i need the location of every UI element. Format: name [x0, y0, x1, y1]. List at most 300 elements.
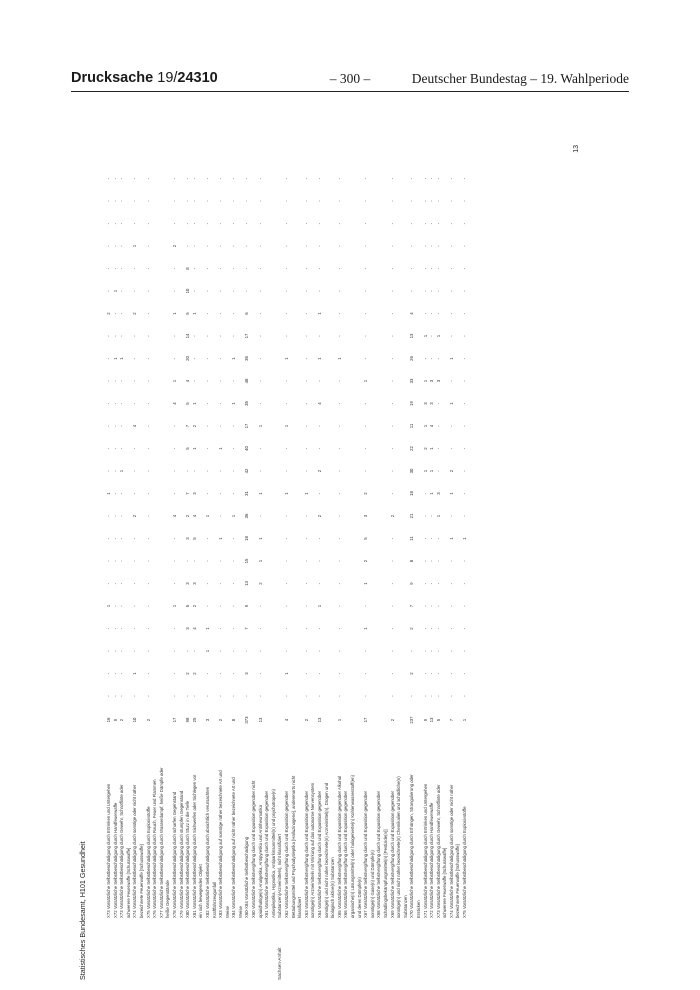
- table-cell: 1: [204, 514, 210, 518]
- table-cell: 2: [132, 312, 138, 315]
- table-row: [297, 178, 304, 918]
- table-cell: -: [218, 695, 224, 697]
- table-cell: -: [218, 177, 224, 180]
- table-cell: -: [191, 222, 197, 225]
- row-label: bezeichnete Feuerwaffe [Schusswaffe]: [138, 844, 144, 918]
- table-cell: 22: [409, 446, 415, 451]
- table-cell: 1: [422, 469, 428, 473]
- table-row: [462, 178, 469, 918]
- table-cell: -: [336, 582, 342, 585]
- table-cell: -: [462, 492, 468, 495]
- row-label: X70 Vorsätzliche Selbstbeschädigung durch Erhängen, Strangulierung oder: [409, 774, 415, 918]
- table-cell: 10: [185, 288, 191, 294]
- table-cell: -: [106, 672, 111, 675]
- table-cell: -: [462, 357, 468, 360]
- table-cell: 1: [112, 357, 118, 360]
- table-cell: 3: [429, 402, 435, 405]
- table-cell: -: [204, 447, 210, 450]
- table-cell: -: [218, 402, 224, 405]
- table-cell: 1: [363, 582, 369, 585]
- table-cell: -: [119, 222, 125, 225]
- table-cell: -: [363, 290, 369, 292]
- table-cell: -: [171, 492, 177, 495]
- row-label: X73 Vorsätzliche Selbstbeschädigung durch Gewehr, Schrotflinte oder: [435, 784, 441, 918]
- table-cell: 36: [244, 513, 250, 519]
- table-cell: -: [317, 627, 322, 630]
- table-cell: -: [185, 560, 191, 562]
- table-row: [244, 178, 251, 918]
- table-row: [324, 178, 331, 918]
- table-cell: -: [422, 560, 428, 562]
- table-cell: 26: [409, 356, 415, 361]
- table-cell: 4: [171, 402, 177, 405]
- table-cell: -: [106, 650, 111, 652]
- table-cell: 1: [317, 604, 322, 608]
- table-cell: -: [429, 267, 435, 270]
- table-cell: -: [171, 627, 177, 630]
- table-cell: -: [106, 560, 111, 562]
- table-cell: 1: [191, 312, 197, 315]
- row-label: X76 Vorsätzliche Selbstbeschädigung durch Rauch, Feuer und Flammen: [152, 779, 158, 918]
- table-cell: 1: [284, 672, 290, 675]
- table-cell: 40: [244, 446, 250, 451]
- table-cell: -: [422, 650, 428, 652]
- table-cell: -: [435, 560, 441, 562]
- row-label: X65 Vorsätzliche Selbstvergiftung durch und Exposition gegenüber Alkohol: [336, 775, 342, 918]
- table-cell: 18: [409, 491, 415, 496]
- table-cell: -: [336, 605, 342, 607]
- table-cell: -: [409, 200, 415, 202]
- table-row: [376, 178, 383, 918]
- table-cell: -: [389, 200, 395, 202]
- table-cell: -: [106, 222, 111, 225]
- table-cell: -: [257, 515, 263, 517]
- table-cell: -: [317, 200, 322, 202]
- table-cell: -: [218, 335, 224, 337]
- table-cell: -: [244, 222, 250, 225]
- row-total: 13: [257, 717, 263, 723]
- table-cell: -: [112, 470, 118, 472]
- table-cell: -: [389, 672, 395, 675]
- table-cell: -: [462, 672, 468, 675]
- table-cell: -: [132, 560, 138, 562]
- table-cell: -: [119, 560, 125, 562]
- table-cell: -: [106, 695, 111, 697]
- table-cell: -: [336, 312, 342, 315]
- table-row: [409, 178, 416, 918]
- table-row: [390, 178, 397, 918]
- table-cell: 5: [185, 447, 191, 450]
- table-cell: -: [145, 177, 151, 180]
- table-cell: -: [112, 515, 118, 517]
- table-cell: -: [106, 582, 111, 585]
- table-cell: 2: [363, 559, 369, 563]
- table-row: [198, 178, 205, 918]
- table-cell: -: [145, 267, 151, 270]
- table-cell: -: [218, 605, 224, 607]
- row-label: bezeichnete Feuerwaffe [Schusswaffe]: [455, 844, 461, 918]
- table-cell: -: [231, 267, 237, 270]
- row-label: schwerere Feuerwaffe [Schusswaffe]: [442, 847, 448, 918]
- table-cell: -: [171, 672, 177, 675]
- table-cell: -: [448, 515, 454, 517]
- table-cell: 2: [448, 469, 454, 473]
- table-row: [277, 178, 284, 918]
- table-cell: -: [112, 312, 118, 315]
- table-cell: -: [429, 200, 435, 202]
- table-cell: 9: [409, 582, 415, 585]
- table-cell: -: [106, 245, 111, 247]
- table-cell: -: [336, 200, 342, 202]
- table-cell: -: [171, 425, 177, 427]
- table-cell: -: [435, 402, 441, 405]
- table-cell: -: [171, 470, 177, 472]
- row-label: X73 Vorsätzliche Selbstbeschädigung durch Ertrinken und Untergehen: [106, 783, 111, 918]
- row-label: heiße Gegenstände: [165, 880, 171, 918]
- table-cell: -: [389, 222, 395, 225]
- table-cell: -: [284, 267, 290, 270]
- table-cell: -: [218, 582, 224, 585]
- table-cell: -: [462, 582, 468, 585]
- table-cell: -: [284, 695, 290, 697]
- table-cell: 5: [185, 312, 191, 315]
- table-cell: -: [145, 560, 151, 562]
- table-cell: -: [303, 695, 309, 697]
- row-label: X63 Vorsätzliche Selbstvergiftung durch und Exposition gegenüber: [303, 790, 309, 918]
- table-cell: 2: [191, 424, 197, 428]
- table-cell: -: [422, 200, 428, 202]
- table-cell: -: [218, 267, 224, 270]
- table-cell: -: [284, 290, 290, 292]
- table-cell: -: [257, 335, 263, 337]
- table-cell: -: [145, 222, 151, 225]
- table-cell: -: [429, 515, 435, 517]
- row-total: 373: [244, 716, 250, 724]
- table-row: [192, 178, 199, 918]
- table-row: [350, 178, 357, 918]
- table-cell: 1: [119, 357, 125, 360]
- row-label: X79 Vorsätzliche Selbstbeschädigung durch stumpfen Gegenstand: [178, 790, 184, 918]
- table-row: [291, 178, 298, 918]
- table-cell: -: [145, 447, 151, 450]
- table-cell: -: [462, 402, 468, 405]
- row-label: X75 Vorsätzliche Selbstbeschädigung durch Explosivstoffe: [145, 806, 151, 918]
- table-cell: 1: [231, 402, 237, 405]
- table-cell: -: [145, 650, 151, 652]
- table-row: [225, 178, 232, 918]
- table-cell: -: [204, 492, 210, 495]
- row-label: Schädlingsbekämpfungsmittel(n) [Pestizide(n)]: [382, 829, 388, 918]
- table-cell: -: [363, 177, 369, 180]
- row-total: 5: [435, 718, 441, 722]
- table-cell: -: [145, 200, 151, 202]
- table-cell: 1: [448, 492, 454, 495]
- table-cell: 1: [303, 492, 309, 495]
- row-label: opioidhaltige(n) Analgetika, Antipyretika und Antirheumatika: [257, 805, 263, 918]
- table-cell: 5: [185, 402, 191, 405]
- table-cell: 1: [462, 537, 468, 540]
- row-label: X78 Vorsätzliche Selbstbeschädigung durch scharfen Gegenstand: [171, 791, 177, 918]
- table-cell: 1: [422, 334, 428, 338]
- table-row: [383, 178, 390, 918]
- table-cell: -: [171, 357, 177, 360]
- table-row: [126, 178, 133, 918]
- table-cell: 1: [284, 492, 290, 495]
- table-cell: 4: [317, 402, 322, 405]
- table-cell: -: [145, 380, 151, 382]
- table-cell: -: [363, 222, 369, 225]
- table-cell: -: [145, 357, 151, 360]
- table-cell: -: [429, 335, 435, 337]
- table-row: [238, 178, 245, 918]
- table-cell: -: [389, 357, 395, 360]
- table-cell: -: [112, 200, 118, 202]
- table-cell: -: [218, 627, 224, 630]
- row-label: X84 Vorsätzliche Selbstbeschädigung auf nicht näher bezeichnete Art und: [231, 777, 237, 918]
- table-cell: -: [132, 335, 138, 337]
- table-cell: -: [363, 672, 369, 675]
- table-cell: -: [112, 380, 118, 382]
- table-cell: -: [336, 425, 342, 427]
- table-cell: -: [106, 515, 111, 517]
- table-cell: -: [448, 245, 454, 247]
- table-cell: -: [462, 200, 468, 202]
- table-cell: 1: [448, 357, 454, 360]
- table-cell: 9: [244, 604, 250, 608]
- table-cell: -: [204, 380, 210, 382]
- table-cell: -: [363, 402, 369, 405]
- table-cell: -: [257, 380, 263, 382]
- table-cell: -: [171, 290, 177, 292]
- table-cell: -: [191, 357, 197, 360]
- table-cell: -: [448, 582, 454, 585]
- table-row: [455, 178, 462, 918]
- row-label: X64 Vorsätzliche Selbstvergiftung durch und Exposition gegenüber: [317, 790, 322, 918]
- table-cell: 5: [185, 604, 191, 608]
- table-cell: -: [119, 425, 125, 427]
- table-cell: 30: [409, 468, 415, 474]
- table-cell: -: [284, 177, 290, 180]
- table-cell: -: [303, 605, 309, 607]
- table-cell: 1: [284, 357, 290, 360]
- table-cell: -: [462, 245, 468, 247]
- table-cell: -: [257, 200, 263, 202]
- table-cell: -: [409, 290, 415, 292]
- table-cell: -: [284, 380, 290, 382]
- table-cell: -: [112, 402, 118, 405]
- table-cell: 7: [185, 424, 191, 428]
- table-cell: 1: [231, 357, 237, 360]
- row-label: X81 Vorsätzliche Selbstbeschädigung durch Sichwerfen oder Sichlegen vor: [191, 774, 197, 918]
- row-total: 237: [409, 716, 415, 724]
- table-cell: 3: [422, 402, 428, 405]
- table-cell: -: [204, 470, 210, 472]
- table-cell: -: [448, 627, 454, 630]
- table-cell: -: [284, 537, 290, 540]
- table-cell: -: [132, 380, 138, 382]
- table-cell: -: [448, 222, 454, 225]
- table-cell: 11: [409, 536, 415, 541]
- table-cell: -: [119, 695, 125, 697]
- table-cell: -: [257, 650, 263, 652]
- table-cell: 1: [171, 312, 177, 315]
- table-cell: -: [336, 177, 342, 180]
- table-cell: -: [204, 672, 210, 675]
- table-cell: -: [218, 515, 224, 517]
- table-cell: -: [257, 447, 263, 450]
- table-cell: 19: [409, 401, 415, 406]
- table-cell: 4: [191, 627, 197, 630]
- table-cell: -: [204, 695, 210, 697]
- table-cell: 11: [409, 423, 415, 429]
- table-cell: -: [231, 672, 237, 675]
- table-cell: -: [257, 672, 263, 675]
- table-cell: -: [303, 222, 309, 225]
- table-cell: -: [132, 177, 138, 180]
- table-cell: -: [284, 447, 290, 450]
- table-cell: -: [231, 537, 237, 540]
- table-cell: -: [435, 357, 441, 360]
- table-cell: -: [106, 470, 111, 472]
- table-cell: -: [363, 605, 369, 607]
- table-cell: -: [336, 245, 342, 247]
- table-cell: -: [257, 402, 263, 405]
- row-label: schwerere Feuerwaffe [Schusswaffe]: [125, 847, 131, 918]
- table-cell: -: [363, 335, 369, 337]
- table-cell: -: [303, 425, 309, 427]
- row-label: Antiepileptika, Hypnotika, Antiparkinsonmittel(n) und psychotrope(n): [270, 789, 276, 918]
- table-cell: -: [389, 492, 395, 495]
- row-label: klassifiziert: [297, 896, 303, 918]
- table-cell: -: [462, 695, 468, 697]
- table-row: [429, 178, 436, 918]
- table-cell: -: [191, 267, 197, 270]
- row-label: X66 Vorsätzliche Selbstvergiftung durch und Exposition gegenüber: [343, 790, 349, 918]
- table-cell: -: [145, 605, 151, 607]
- table-cell: -: [317, 560, 322, 562]
- row-label: X69 Vorsätzliche Selbstvergiftung durch und Exposition gegenüber: [389, 790, 395, 918]
- table-cell: 1: [317, 312, 322, 315]
- table-cell: -: [389, 402, 395, 405]
- table-cell: -: [422, 627, 428, 630]
- table-cell: -: [363, 245, 369, 247]
- table-cell: -: [171, 582, 177, 585]
- table-row: [403, 178, 410, 918]
- table-row: [231, 178, 238, 918]
- table-cell: -: [112, 650, 118, 652]
- table-cell: -: [231, 650, 237, 652]
- table-cell: -: [218, 222, 224, 225]
- table-cell: -: [429, 222, 435, 225]
- table-cell: -: [336, 402, 342, 405]
- table-cell: -: [106, 177, 111, 180]
- table-cell: 2: [409, 627, 415, 630]
- row-total: 2: [145, 718, 151, 722]
- table-cell: -: [231, 312, 237, 315]
- table-cell: -: [303, 290, 309, 292]
- table-cell: -: [429, 627, 435, 630]
- table-cell: -: [429, 560, 435, 562]
- row-label: Kraftfahrzeugunfall: [211, 881, 217, 918]
- table-cell: -: [204, 560, 210, 562]
- table-cell: -: [145, 672, 151, 675]
- row-total: 2: [303, 718, 309, 722]
- table-cell: -: [106, 447, 111, 450]
- table-cell: -: [284, 560, 290, 562]
- table-cell: -: [336, 515, 342, 517]
- table-cell: -: [389, 380, 395, 382]
- table-cell: -: [303, 177, 309, 180]
- table-cell: 42: [244, 468, 250, 474]
- row-label: Substanzen(Arzneimitteln), nicht klassifiziert: [277, 833, 283, 918]
- table-row: [106, 178, 113, 918]
- table-cell: -: [119, 650, 125, 652]
- table-cell: 18: [244, 536, 250, 541]
- table-cell: 15: [244, 558, 250, 564]
- table-cell: -: [284, 312, 290, 315]
- table-cell: 3: [363, 514, 369, 518]
- table-row: [132, 178, 139, 918]
- table-cell: -: [448, 312, 454, 315]
- table-cell: -: [218, 650, 224, 652]
- row-total: 2: [218, 718, 224, 722]
- row-label: X80 Vorsätzliche Selbstbeschädigung durch Sturz in die Tiefe: [185, 800, 191, 918]
- table-cell: -: [389, 470, 395, 472]
- table-cell: -: [448, 335, 454, 337]
- table-cell: -: [317, 672, 322, 675]
- table-cell: 4: [409, 312, 415, 315]
- row-label: X60-X84 Vorsätzliche Selbstbeschädigung: [244, 837, 250, 918]
- table-cell: -: [284, 515, 290, 517]
- table-cell: -: [132, 267, 138, 270]
- table-cell: 2: [185, 672, 191, 675]
- table-cell: -: [112, 492, 118, 495]
- table-cell: 1: [106, 604, 111, 608]
- table-cell: -: [389, 447, 395, 450]
- table-cell: -: [204, 177, 210, 180]
- table-cell: -: [191, 290, 197, 292]
- rotated-table-page: [70, 145, 590, 980]
- table-row: [370, 178, 377, 918]
- table-cell: -: [218, 380, 224, 382]
- table-cell: 1: [422, 379, 428, 383]
- table-cell: -: [218, 560, 224, 562]
- table-cell: 1: [284, 424, 290, 428]
- table-cell: -: [448, 200, 454, 202]
- table-cell: -: [429, 177, 435, 180]
- table-cell: -: [185, 177, 191, 180]
- table-cell: -: [106, 335, 111, 337]
- table-cell: -: [303, 312, 309, 315]
- table-cell: -: [106, 425, 111, 427]
- table-cell: -: [435, 672, 441, 675]
- table-cell: 3: [435, 492, 441, 495]
- row-total: 16: [106, 717, 111, 723]
- table-cell: -: [145, 290, 151, 292]
- row-label: X73 Vorsätzliche Selbstbeschädigung durch Gewehr, Schrotflinte oder: [119, 784, 125, 918]
- table-cell: -: [303, 447, 309, 450]
- table-cell: -: [336, 447, 342, 450]
- table-cell: 7: [185, 492, 191, 495]
- table-cell: -: [336, 695, 342, 697]
- table-cell: 2: [363, 492, 369, 495]
- table-cell: -: [429, 290, 435, 292]
- table-cell: 2: [409, 672, 415, 675]
- table-cell: 3: [191, 582, 197, 585]
- table-cell: -: [119, 402, 125, 405]
- table-cell: -: [422, 605, 428, 607]
- table-cell: -: [462, 312, 468, 315]
